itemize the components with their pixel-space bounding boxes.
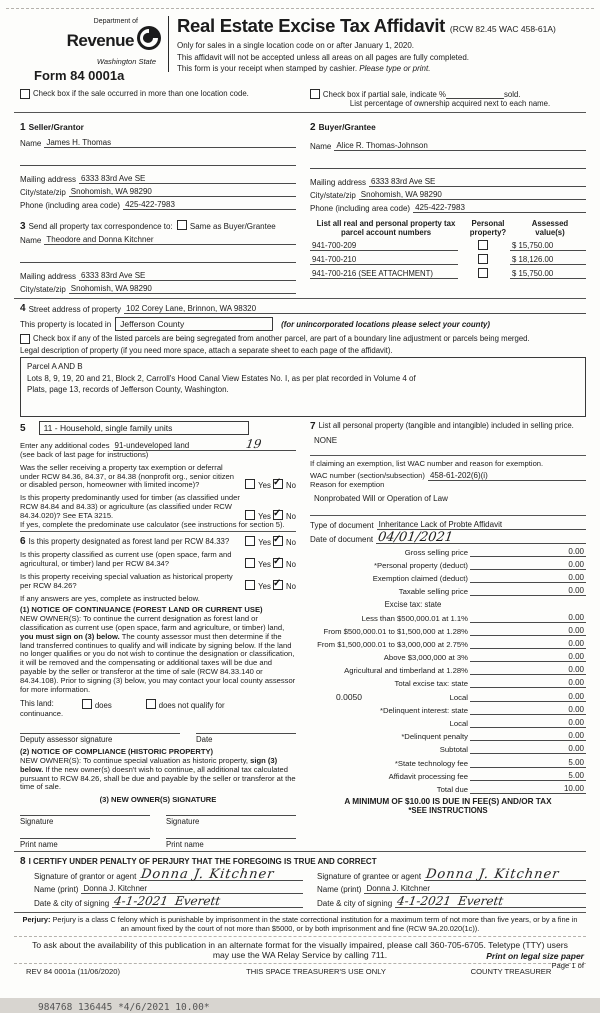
tax-line-leader — [470, 693, 540, 702]
does-label: does — [94, 701, 112, 711]
additional-codes-field[interactable]: 91-undeveloped land — [113, 441, 212, 451]
exemption-instruction: If claiming an exemption, list WAC number and reason for exemption. — [310, 459, 544, 468]
minimum-due-note: A MINIMUM OF $10.00 IS DUE IN FEE(S) AND/OR TAX — [344, 796, 552, 806]
tax-row — [310, 560, 586, 570]
tax-line-amount[interactable]: 0.00 — [540, 573, 586, 583]
tax-line-label: *Delinquent interest: state — [379, 705, 468, 715]
parcel-number-field[interactable]: 941-700-216 (SEE ATTACHMENT) — [310, 269, 458, 279]
notice-compliance-text: NEW OWNER(S): To continue special valuation as historic property, sign (3) below. If the new owner(s) doesn't wish to continue, all additional tax calculated pursuant to RCW 84.26, shall be due and payable by the seller or transferor at the time of sale. — [20, 755, 296, 792]
cashier-stamp: 984768 136445 *4/6/2021 10.00* — [38, 1002, 210, 1013]
multi-location-checkbox[interactable] — [20, 89, 30, 99]
partial-sale-checkbox[interactable] — [310, 89, 320, 99]
seller-phone-label: Phone (including area code) — [20, 201, 121, 210]
tax-line-leader — [470, 785, 540, 794]
parcel-number-field[interactable]: 941-700-209 — [310, 241, 458, 251]
grantor-date-field[interactable]: 4-1-2021 Everett — [112, 897, 303, 908]
grantee-print-label: Name (print) — [317, 884, 362, 894]
tax-line-label: Above $3,000,000 at 3% — [383, 653, 468, 663]
s6q3-yes-checkbox[interactable] — [245, 580, 255, 590]
additional-codes-label: Enter any additional codes — [20, 441, 110, 451]
tax-section-header: Excise tax: state — [384, 600, 442, 610]
s5q1-no-checkbox[interactable] — [273, 479, 283, 489]
seller-name-field[interactable]: James H. Thomas — [44, 138, 296, 148]
tax-row — [310, 613, 586, 623]
this-land-label: This land: — [20, 699, 54, 709]
grantor-signature-field[interactable]: Donna J. Kitchner — [139, 870, 303, 881]
print-legal-note: Print on legal size paper — [486, 951, 584, 961]
seller-section — [20, 117, 296, 213]
tax-rows — [310, 547, 586, 794]
corr-name-label: Name — [20, 236, 42, 245]
multi-location-label: Check box if the sale occurred in more than one location code. — [33, 89, 249, 98]
section2-number: 2 — [310, 122, 316, 133]
tax-line-leader — [470, 574, 540, 583]
predominate-use-note: If yes, complete the predominate use calculator (see instructions for section 5). — [20, 521, 296, 533]
local-rate-value: 0.0050 — [336, 691, 362, 702]
reason-exemption-value[interactable]: Nonprobated Will or Operation of Law — [314, 493, 448, 503]
s5q2-no-checkbox[interactable] — [273, 510, 283, 520]
legal-line-2: Lots 8, 9, 19, 20 and 21, Block 2, Carroll's Hood Canal View Estates No. I, as per plat recorded in Volume 4 of — [27, 373, 416, 383]
tax-line-label: Subtotal — [439, 745, 468, 755]
tax-line-leader — [470, 772, 540, 781]
tax-line-amount[interactable]: 5.00 — [540, 771, 586, 781]
legal-description-label: Legal description of property (if you need more space, attach a separate sheet to each page of the affidavit). — [20, 346, 393, 355]
tax-line-leader — [470, 732, 540, 741]
tax-line-leader — [470, 706, 540, 715]
assessed-value-col-header: Assessed value(s) — [531, 219, 569, 237]
county-treasurer-label: COUNTY TREASURER — [470, 967, 552, 977]
personal-property-checkbox[interactable] — [478, 240, 488, 250]
s6q1-no-checkbox[interactable] — [273, 536, 283, 546]
partial-sale-label: Check box if partial sale, indicate % — [322, 90, 446, 99]
tax-line-label: Local — [449, 719, 468, 729]
new-owner-signature-2[interactable] — [166, 815, 296, 826]
section7-number: 7 — [310, 421, 316, 432]
tax-line-leader — [470, 666, 540, 675]
land-use-code-field[interactable]: 11 - Household, single family units — [39, 421, 249, 435]
washington-state-label: Washington State — [96, 57, 156, 66]
corr-name-field[interactable]: Theodore and Donna Kitchner — [44, 235, 296, 245]
tax-line-amount[interactable]: 0.00 — [540, 586, 586, 596]
tax-row — [310, 718, 586, 728]
tax-row — [310, 626, 586, 636]
seller-mailing-label: Mailing address — [20, 175, 77, 184]
accessibility-notice: To ask about the availability of this publication in an alternate format for the visually impaired, please call 360-705-6705. Teletype (TTY) users may use the WA Relay Service by calling 711. — [14, 936, 586, 964]
partial-sale-sold-label: sold. — [504, 90, 521, 99]
notice-compliance-heading: (2) NOTICE OF COMPLIANCE (HISTORIC PROPERTY) — [20, 747, 214, 757]
no-label: No — [286, 581, 296, 591]
dor-logo — [34, 14, 162, 83]
revenue-wordmark: Revenue — [66, 31, 134, 50]
personal-property-checkbox[interactable] — [478, 268, 488, 278]
tax-line-label: *Personal property (deduct) — [373, 560, 468, 570]
corr-mailing-field[interactable]: 6333 83rd Ave SE — [79, 271, 296, 281]
tax-line-leader — [470, 640, 540, 649]
tax-row — [310, 744, 586, 754]
deputy-assessor-label: Deputy assessor signature — [20, 735, 113, 745]
grantor-print-field[interactable]: Donna J. Kitchner — [81, 884, 303, 894]
parcel-row — [310, 254, 586, 265]
grantee-date-field[interactable]: 4-1-2021 Everett — [395, 897, 586, 908]
date-label: Date — [196, 735, 213, 745]
ownership-percent-note: List percentage of ownership acquired next to each name. — [349, 99, 551, 108]
tax-line-label: Less than $500,000.01 at 1.1% — [361, 613, 468, 623]
scan-artifact-line — [6, 8, 594, 9]
deputy-assessor-signature-line[interactable] — [20, 733, 180, 744]
grantee-sig-label: Signature of grantee or agent — [317, 871, 422, 881]
section1-number: 1 — [20, 122, 26, 133]
tax-row — [310, 784, 586, 794]
signature-label: Signature — [20, 816, 54, 826]
yes-label: Yes — [258, 559, 271, 569]
corr-mailing-label: Mailing address — [20, 272, 77, 281]
tax-line-amount[interactable]: 0.00 — [540, 639, 586, 649]
grantee-print-field[interactable]: Donna J. Kitchner — [364, 884, 586, 894]
county-note: (for unincorporated locations please select your county) — [281, 319, 490, 329]
tax-line-label: Affidavit processing fee — [388, 771, 468, 781]
right-column — [310, 421, 586, 849]
tax-row — [310, 586, 586, 596]
tax-line-leader — [470, 587, 540, 596]
section8-number: 8 — [20, 855, 26, 867]
buyer-section — [310, 117, 586, 213]
certify-statement: I CERTIFY UNDER PENALTY OF PERJURY THAT THE FOREGOING IS TRUE AND CORRECT — [28, 856, 377, 866]
treasurer-space-label: THIS SPACE TREASURER'S USE ONLY — [246, 967, 386, 977]
if-yes-note: If any answers are yes, complete as instructed below. — [20, 593, 200, 603]
assessed-value-field[interactable]: $ 15,750.00 — [510, 241, 586, 251]
tax-line-amount[interactable]: 0.00 — [540, 744, 586, 754]
buyer-mailing-label: Mailing address — [310, 178, 367, 187]
yes-label: Yes — [258, 538, 272, 548]
does-not-label: does not qualify for — [158, 701, 225, 711]
tax-line-leader — [470, 759, 540, 768]
forest-land-question: Is this property designated as forest land per RCW 84.33? — [28, 537, 230, 547]
header-note-2: This affidavit will not be accepted unless all areas on all pages are fully completed. — [177, 52, 470, 62]
segregated-label: Check box if any of the listed parcels are being segregated from another parcel, are part of a boundary line adjustment or parcels being merged. — [33, 334, 530, 343]
date-of-document-field[interactable]: 04/01/2021 — [376, 533, 586, 544]
county-select[interactable]: Jefferson County — [115, 317, 273, 331]
buyer-heading: Buyer/Grantee — [318, 122, 376, 132]
perjury-notice: Perjury: Perjury is a class C felony which is punishable by imprisonment in the state correctional institution for a maximum term of not more than five years, or by a fine in an amount fixed by the court of not more than $5000, or by both imprisonment and fine (RCW 9A.20.020(1c)). — [22, 914, 578, 933]
tax-line-label: Taxable selling price — [398, 587, 468, 597]
personal-property-col-header: Personal property? — [469, 219, 507, 237]
wac-number-field[interactable]: 458-61-202(6)(i) — [428, 471, 586, 481]
tax-line-amount[interactable]: 0.00 — [540, 718, 586, 728]
historic-property-question: Is this property receiving special valuation as historical property per RCW 84.26? — [20, 571, 233, 590]
section5-number: 5 — [20, 422, 26, 434]
tax-line-amount[interactable]: 0.00 — [540, 731, 586, 741]
corr-name2-field[interactable] — [20, 253, 296, 263]
see-back-note: (see back of last page for instructions) — [20, 450, 149, 459]
parcel-table — [310, 220, 586, 294]
property-section — [20, 303, 586, 417]
yes-label: Yes — [258, 511, 271, 521]
tax-line-label: Agricultural and timberland at 1.28% — [344, 666, 468, 676]
tax-line-amount[interactable]: 0.00 — [540, 665, 586, 675]
personal-property-value[interactable]: NONE — [314, 436, 338, 445]
form-title: Real Estate Excise Tax Affidavit (RCW 82.45 WAC 458-61A) — [177, 15, 556, 36]
tax-line-label: Gross selling price — [404, 547, 468, 557]
legal-line-1: Parcel A AND B — [27, 362, 83, 371]
section6-number: 6 — [20, 536, 26, 548]
s5q2-yes-checkbox[interactable] — [245, 510, 255, 520]
current-use-question: Is this property classified as current use (open space, farm and agricultural, or timber) land per RCW 84.34? — [20, 550, 232, 569]
form-number: Form 84 0001a — [34, 68, 125, 83]
exemption-deferral-question: Was the seller receiving a property tax exemption or deferral under RCW 84.36, 84.37, or 84.38 (nonprofit org., senior citizen or disabled person, homeowner with limited income)? — [20, 462, 235, 490]
no-label: No — [286, 511, 296, 521]
street-address-field-extra[interactable] — [358, 304, 586, 314]
parcel-number-field[interactable]: 941-700-210 — [310, 255, 458, 265]
legal-description-box[interactable] — [20, 357, 586, 417]
buyer-phone-label: Phone (including area code) — [310, 204, 411, 213]
parcel-col-header: List all real and personal property tax parcel account numbers — [316, 219, 456, 237]
tax-line-amount[interactable]: 0.00 — [540, 626, 586, 636]
does-qualify-checkbox[interactable] — [82, 699, 92, 709]
type-of-document-label: Type of document — [310, 520, 374, 530]
corr-city-field[interactable]: Snohomish, WA 98290 — [69, 284, 296, 294]
buyer-name-label: Name — [310, 142, 332, 151]
assessed-value-field[interactable]: $ 18,126.00 — [510, 255, 586, 265]
page-number: Page 1 of — [551, 961, 584, 970]
timber-agriculture-question: Is this property predominantly used for timber (as classified under RCW 84.84 and 84.33) or agriculture (as classified under RCW 84.34.020)? See ETA 3215. — [20, 493, 240, 520]
tax-line-label: Local — [449, 692, 468, 702]
tax-line-leader — [470, 548, 540, 557]
tax-line-amount[interactable]: 10.00 — [540, 784, 586, 794]
additional-codes-hand-field[interactable]: 19 — [212, 440, 297, 451]
parcel-row — [310, 268, 586, 279]
located-in-label: This property is located in — [20, 319, 112, 329]
tax-line-leader — [470, 679, 540, 688]
tax-row — [310, 652, 586, 662]
same-as-buyer-label: Same as Buyer/Grantee — [189, 222, 276, 231]
street-address-label: Street address of property — [28, 305, 122, 314]
grantor-print-label: Name (print) — [34, 884, 79, 894]
assessed-value-field[interactable]: $ 15,750.00 — [510, 269, 586, 279]
tax-line-amount[interactable]: 0.00 — [540, 652, 586, 662]
tax-line-leader — [470, 745, 540, 754]
tax-line-label: *Delinquent penalty — [401, 732, 468, 742]
tax-line-leader — [470, 627, 540, 636]
s6q2-yes-checkbox[interactable] — [245, 558, 255, 568]
tax-line-amount[interactable]: 0.00 — [540, 705, 586, 715]
grantor-date-label: Date & city of signing — [34, 898, 110, 908]
seller-heading: Seller/Grantor — [28, 122, 84, 132]
grantor-sig-label: Signature of grantor or agent — [34, 871, 137, 881]
tax-row — [310, 731, 586, 741]
corr-city-label: City/state/zip — [20, 285, 66, 294]
left-column — [20, 421, 296, 849]
same-as-buyer-checkbox[interactable] — [177, 220, 187, 230]
tax-line-amount[interactable]: 0.00 — [540, 692, 586, 702]
no-label: No — [286, 559, 296, 569]
buyer-city-label: City/state/zip — [310, 191, 356, 200]
street-address-field[interactable]: 102 Corey Lane, Brinnon, WA 98320 — [124, 304, 358, 314]
tax-line-label: Total excise tax: state — [394, 679, 468, 689]
seller-phone-field[interactable]: 425-422-7983 — [123, 200, 296, 210]
print-name-label: Print name — [20, 839, 58, 849]
tax-row — [310, 705, 586, 715]
tax-row — [310, 573, 586, 583]
notice-continuance-heading: (1) NOTICE OF CONTINUANCE (FOREST LAND OR CURRENT USE) — [20, 605, 263, 615]
tax-row — [310, 758, 586, 768]
reason-exemption-label: Reason for exemption — [310, 479, 385, 489]
tax-line-leader — [470, 561, 540, 570]
tax-line-amount[interactable]: 0.00 — [540, 547, 586, 557]
tax-row — [310, 547, 586, 557]
s6q2-no-checkbox[interactable] — [273, 558, 283, 568]
deputy-date-line[interactable] — [196, 733, 296, 744]
date-of-document-label: Date of document — [310, 534, 374, 544]
s5q1-yes-checkbox[interactable] — [245, 479, 255, 489]
header-note-3: This form is your receipt when stamped by cashier. Please type or print. — [177, 64, 431, 73]
segregated-checkbox[interactable] — [20, 334, 30, 344]
certification-section — [20, 856, 586, 908]
tax-line-leader — [470, 614, 540, 623]
parcel-rows — [310, 240, 586, 279]
see-instructions-note: *SEE INSTRUCTIONS — [408, 805, 488, 815]
tax-row — [310, 692, 586, 702]
type-of-document-field[interactable]: Inheritance Lack of Probte Affidavit — [377, 520, 586, 530]
buyer-name-field[interactable]: Alice R. Thomas-Johnson — [334, 141, 586, 151]
tax-line-label: From $500,000.01 to $1,500,000 at 1.28% — [323, 626, 468, 636]
tax-line-label: *State technology fee — [394, 758, 468, 768]
tax-line-leader — [470, 719, 540, 728]
correspondence-heading: Send all property tax correspondence to: — [28, 222, 173, 231]
no-label: No — [286, 538, 296, 548]
tax-line-leader — [470, 653, 540, 662]
new-owner-print-1[interactable] — [20, 838, 150, 849]
notice-continuance-text: NEW OWNER(S): To continue the current designation as forest land or classification as current use (open space, farm and agriculture, or timber) land, you must sign on (3) below. The county assessor must then determine if the land transferred continues to qualify and will indicate by signing below. If the land no longer qualifies or you do not wish to continue the designation or classification, it will be removed and the compensating or additional taxes will be due and payable by the seller or transferor at the time of sale (RCW 84.33.140 or 84.34.108). Prior to signing (3) below, you may contact your local county assessor for more information. — [20, 614, 296, 694]
new-owner-signature-1[interactable] — [20, 815, 150, 826]
yes-label: Yes — [258, 581, 271, 591]
personal-property-heading: List all personal property (tangible and intangible) included in selling price. — [318, 421, 574, 430]
seller-city-label: City/state/zip — [20, 188, 66, 197]
partial-sale-percent-field[interactable] — [446, 90, 504, 99]
tax-line-amount[interactable]: 0.00 — [540, 560, 586, 570]
new-owner-signature-heading: (3) NEW OWNER(S) SIGNATURE — [99, 795, 217, 805]
legal-line-3: Plats, page 13, records of Jefferson County, Washington. — [27, 385, 229, 394]
header-divider — [168, 16, 169, 72]
dept-of-label: Department of — [93, 18, 138, 25]
correspondence-section — [20, 220, 296, 294]
parcel-row — [310, 240, 586, 251]
tax-line-amount[interactable]: 5.00 — [540, 758, 586, 768]
tax-line-label: From $1,500,000.01 to $3,000,000 at 2.75% — [317, 639, 468, 649]
no-label: No — [286, 481, 296, 491]
buyer-city-field[interactable]: Snohomish, WA 98290 — [359, 190, 586, 200]
signature-label: Signature — [166, 816, 200, 826]
wac-number-label: WAC number (section/subsection) — [310, 471, 425, 480]
buyer-mailing-field[interactable]: 6333 83rd Ave SE — [369, 177, 586, 187]
personal-property-checkbox[interactable] — [478, 254, 488, 264]
continuance-label: continuance. — [20, 709, 64, 719]
buyer-name2-field[interactable] — [310, 159, 586, 169]
seller-name-label: Name — [20, 139, 42, 148]
tax-line-amount[interactable]: 0.00 — [540, 678, 586, 688]
seller-city-field[interactable]: Snohomish, WA 98290 — [69, 187, 296, 197]
tax-row — [310, 665, 586, 675]
does-not-qualify-checkbox[interactable] — [146, 699, 156, 709]
yes-label: Yes — [258, 481, 271, 491]
tax-line-label: Exemption claimed (deduct) — [372, 574, 468, 584]
new-owner-print-2[interactable] — [166, 838, 296, 849]
tax-row — [310, 639, 586, 649]
tax-line-amount[interactable]: 0.00 — [540, 613, 586, 623]
s6q3-no-checkbox[interactable] — [273, 580, 283, 590]
grantee-date-label: Date & city of signing — [317, 898, 393, 908]
grantee-signature-field[interactable]: Donna J. Kitchner — [424, 870, 586, 881]
rev-form-id: REV 84 0001a (11/06/2020) — [26, 967, 121, 977]
form-header — [34, 14, 586, 83]
tax-line-label: Total due — [436, 784, 468, 794]
buyer-phone-field[interactable]: 425-422-7983 — [413, 203, 586, 213]
section4-number: 4 — [20, 303, 26, 314]
dor-swirl-icon — [136, 25, 162, 56]
header-note-1: Only for sales in a single location code on or after January 1, 2020. — [177, 41, 415, 50]
s6q1-yes-checkbox[interactable] — [245, 536, 255, 546]
section3-number: 3 — [20, 221, 26, 232]
seller-name2-field[interactable] — [20, 156, 296, 166]
print-name-label: Print name — [166, 839, 204, 849]
tax-row — [310, 771, 586, 781]
tax-row — [310, 678, 586, 688]
seller-mailing-field[interactable]: 6333 83rd Ave SE — [79, 174, 296, 184]
